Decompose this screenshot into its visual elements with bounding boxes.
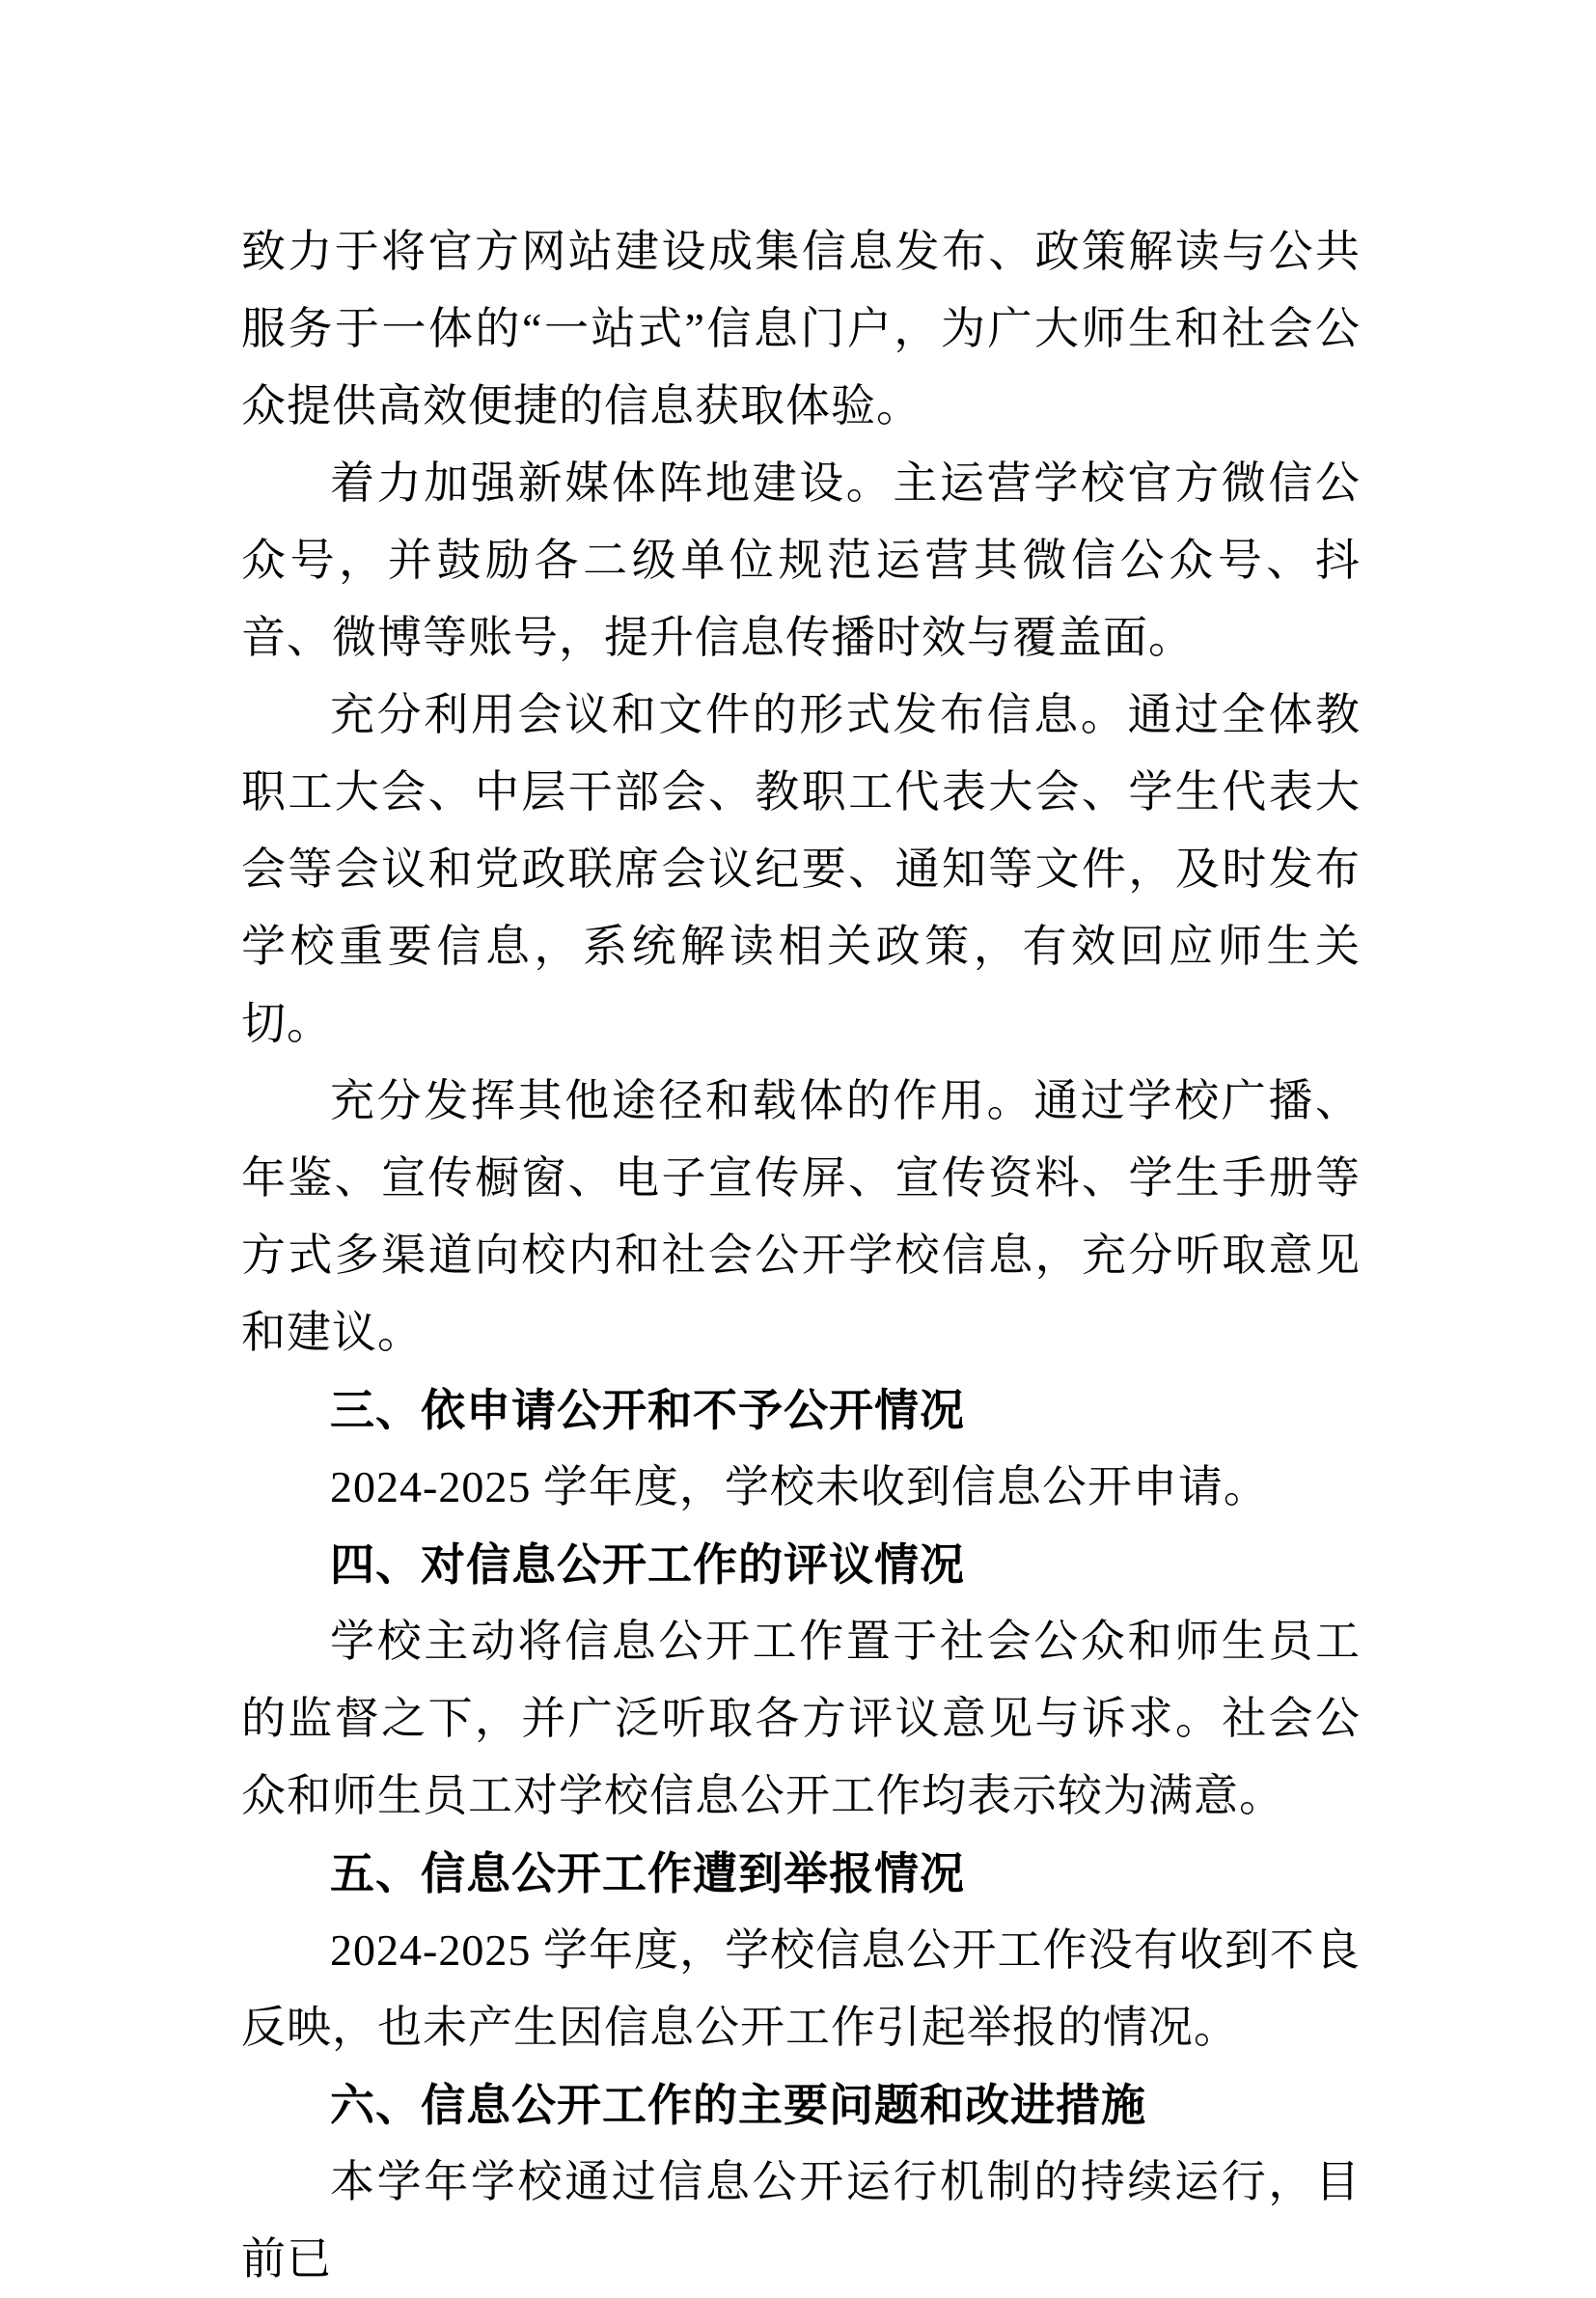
paragraph-meetings-documents: 充分利用会议和文件的形式发布信息。通过全体教职工大会、中层干部会、教职工代表大会、学生代表大会等会议和党政联席会议纪要、通知等文件，及时发布学校重要信息，系统解读相关政策，有效回应师生关切。: [241, 690, 1361, 1048]
paragraph-no-requests-received: 2024-2025 学年度，学校未收到信息公开申请。: [330, 1462, 1269, 1511]
paragraph-current-mechanism: 本学年学校通过信息公开运行机制的持续运行，目前已: [241, 2157, 1361, 2284]
heading-section-3-disclosure-upon-request: 三、依申请公开和不予公开情况: [330, 1385, 965, 1435]
paragraph-website-portal-continuation: 致力于将官方网站建设成集信息发布、政策解读与公共服务于一体的“一站式”信息门户，为广大师生和社会公众提供高效便捷的信息获取体验。: [241, 227, 1361, 430]
paragraph-no-complaints: 2024-2025 学年度，学校信息公开工作没有收到不良反映，也未产生因信息公开工作引起举报的情况。: [241, 1925, 1361, 2052]
paragraph-new-media: 着力加强新媒体阵地建设。主运营学校官方微信公众号，并鼓励各二级单位规范运营其微信公众号、抖音、微博等账号，提升信息传播时效与覆盖面。: [241, 458, 1361, 662]
heading-section-6-problems-improvements: 六、信息公开工作的主要问题和改进措施: [330, 2080, 1146, 2130]
heading-section-4-evaluation: 四、对信息公开工作的评议情况: [330, 1539, 965, 1590]
paragraph-evaluation-result: 学校主动将信息公开工作置于社会公众和师生员工的监督之下，并广泛听取各方评议意见与诉求。社会公众和师生员工对学校信息公开工作均表示较为满意。: [241, 1617, 1361, 1820]
heading-section-5-complaints: 五、信息公开工作遭到举报情况: [330, 1848, 965, 1898]
paragraph-other-channels: 充分发挥其他途径和载体的作用。通过学校广播、年鉴、宣传橱窗、电子宣传屏、宣传资料、学生手册等方式多渠道向校内和社会公开学校信息，充分听取意见和建议。: [241, 1076, 1361, 1357]
document-page: [241, 213, 1361, 2298]
